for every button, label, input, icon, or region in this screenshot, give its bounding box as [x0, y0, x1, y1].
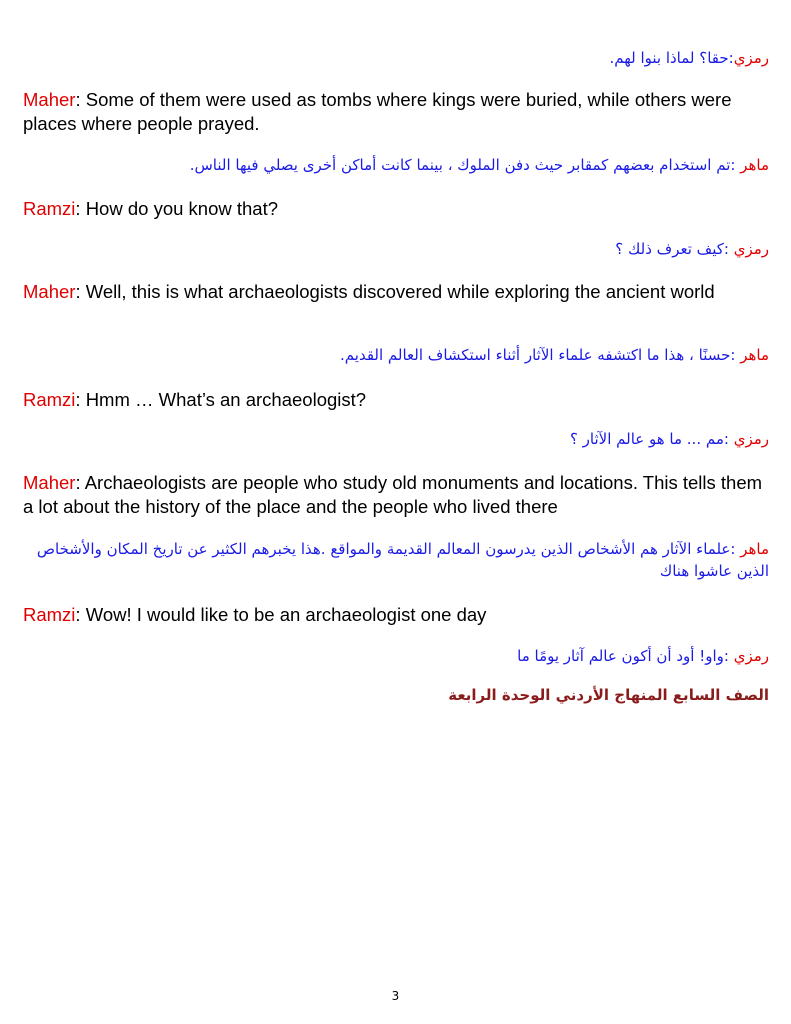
- dialogue-line-en: [23, 603, 768, 627]
- speaker-name: ماهر: [740, 346, 769, 364]
- dialogue-text: : How do you know that?: [75, 198, 279, 219]
- dialogue-text: : Wow! I would like to be an archaeologist one day: [75, 604, 487, 625]
- dialogue-line-ar: [615, 238, 769, 260]
- dialogue-text: : Hmm … What’s an archaeologist?: [75, 389, 367, 410]
- dialogue-text: :علماء الآثار هم الأشخاص الذين يدرسون المعالم القديمة والمواقع .هذا يخبرهم الكثير عن تاريخ المكان والأشخاص الذين عاشوا هناك: [36, 540, 769, 580]
- dialogue-line-en: [23, 197, 768, 221]
- speaker-name: Maher: [23, 89, 76, 110]
- speaker-name: رمزي: [733, 49, 769, 67]
- dialogue-line-ar: [570, 428, 769, 450]
- speaker-name: Ramzi: [23, 198, 76, 219]
- speaker-name: Ramzi: [23, 604, 76, 625]
- speaker-name: Ramzi: [23, 389, 76, 410]
- dialogue-line-en: [23, 88, 768, 135]
- dialogue-line-ar: [190, 154, 769, 176]
- dialogue-line-ar: [609, 47, 769, 69]
- page-number: 3: [391, 989, 400, 1003]
- dialogue-line-ar: [517, 645, 769, 667]
- dialogue-text: :حسنًا ، هذا ما اكتشفه علماء الآثار أثناء استكشاف العالم القديم.: [340, 346, 741, 364]
- speaker-name: رمزي: [733, 647, 769, 665]
- dialogue-text: : Well, this is what archaeologists discovered while exploring the ancient world: [75, 281, 715, 302]
- speaker-name: رمزي: [733, 430, 769, 448]
- dialogue-line-en: [23, 388, 768, 412]
- dialogue-line-en: [23, 471, 768, 518]
- dialogue-text: :كيف تعرف ذلك ؟: [615, 240, 734, 258]
- speaker-name: رمزي: [733, 240, 769, 258]
- dialogue-text: :حقا؟ لماذا بنوا لهم.: [609, 49, 734, 67]
- dialogue-line-ar: [22, 538, 769, 582]
- speaker-name: Maher: [23, 472, 76, 493]
- dialogue-text: : Archaeologists are people who study old monuments and locations. This tells them a lot about the history of the place and the people who lived there: [23, 472, 763, 517]
- curriculum-note: الصف السابع المنهاج الأردني الوحدة الرابعة: [448, 686, 769, 704]
- speaker-name: Maher: [23, 281, 76, 302]
- speaker-name: ماهر: [740, 540, 769, 558]
- dialogue-text: :تم استخدام بعضهم كمقابر حيث دفن الملوك ، بينما كانت أماكن أخرى يصلي فيها الناس.: [189, 156, 741, 174]
- dialogue-text: :واو! أود أن أكون عالم آثار يومًا ما: [517, 647, 734, 665]
- dialogue-text: :مم ... ما هو عالم الآثار ؟: [569, 430, 734, 448]
- dialogue-line-ar: [340, 344, 769, 366]
- dialogue-text: : Some of them were used as tombs where kings were buried, while others were places where people prayed.: [23, 89, 732, 134]
- speaker-name: ماهر: [740, 156, 769, 174]
- dialogue-line-en: [23, 280, 768, 304]
